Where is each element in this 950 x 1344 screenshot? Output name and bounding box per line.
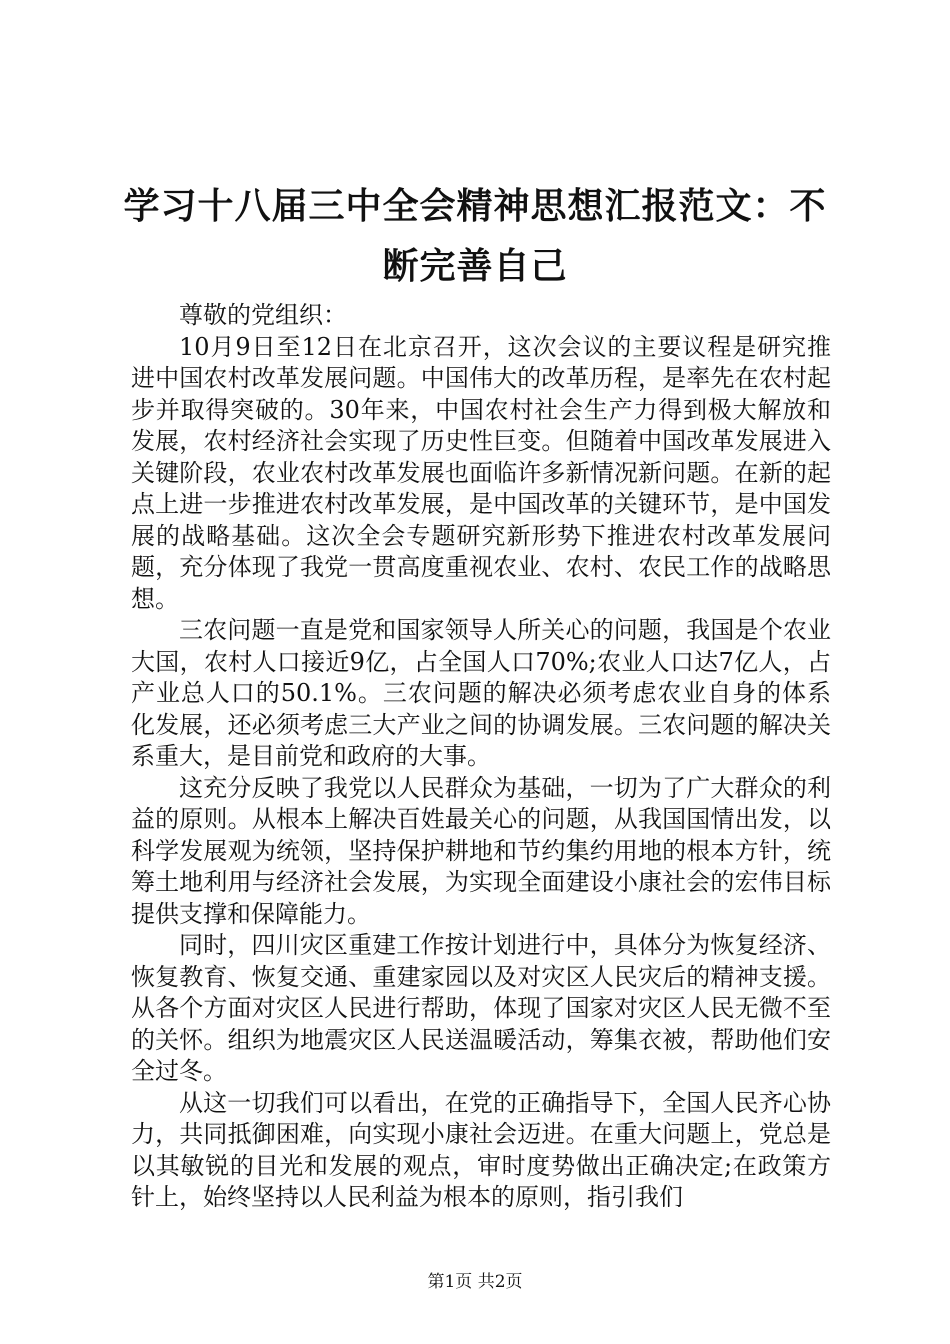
document-body bbox=[131, 300, 831, 1214]
salutation: 尊敬的党组织： bbox=[179, 301, 347, 329]
document-title: 学习十八届三中全会精神思想汇报范文：不断完善自己 bbox=[123, 185, 827, 287]
page-number-footer: 第1页 共2页 bbox=[427, 1272, 523, 1292]
paragraph-5: 从这一切我们可以看出，在党的正确指导下，全国人民齐心协力，共同抵御困难，向实现小康社会迈进。在重大问题上，党总是以其敏锐的目光和发展的观点，审时度势做出正确决定;在政策方针上，始终坚持以人民利益为根本的原则，指引我们 bbox=[131, 1088, 831, 1211]
paragraph-1: 10月9日至12日在北京召开，这次会议的主要议程是研究推进中国农村改革发展问题。中国伟大的改革历程，是率先在农村起步并取得突破的。30年来，中国农村社会生产力得到极大解放和发展，农村经济社会实现了历史性巨变。但随着中国改革发展进入关键阶段，农业农村改革发展也面临许多新情况新问题。在新的起点上进一步推进农村改革发展，是中国改革的关键环节，是中国发展的战略基础。这次全会专题研究新形势下推进农村改革发展问题，充分体现了我党一贯高度重视农业、农村、农民工作的战略思想。 bbox=[131, 332, 831, 613]
paragraph-3: 这充分反映了我党以人民群众为基础，一切为了广大群众的利益的原则。从根本上解决百姓最关心的问题，从我国国情出发，以科学发展观为统领，坚持保护耕地和节约集约用地的根本方针，统筹土地利用与经济社会发展，为实现全面建设小康社会的宏伟目标提供支撑和保障能力。 bbox=[131, 773, 831, 928]
paragraph-4: 同时，四川灾区重建工作按计划进行中，具体分为恢复经济、恢复教育、恢复交通、重建家园以及对灾区人民灾后的精神支援。从各个方面对灾区人民进行帮助，体现了国家对灾区人民无微不至的关怀。组织为地震灾区人民送温暖活动，筹集衣被，帮助他们安全过冬。 bbox=[131, 931, 831, 1085]
paragraph-2: 三农问题一直是党和国家领导人所关心的问题，我国是个农业大国，农村人口接近9亿，占全国人口70%;农业人口达7亿人，占产业总人口的50.1%。三农问题的解决必须考虑农业自身的体系化发展，还必须考虑三大产业之间的协调发展。三农问题的解决关系重大，是目前党和政府的大事。 bbox=[131, 616, 831, 770]
